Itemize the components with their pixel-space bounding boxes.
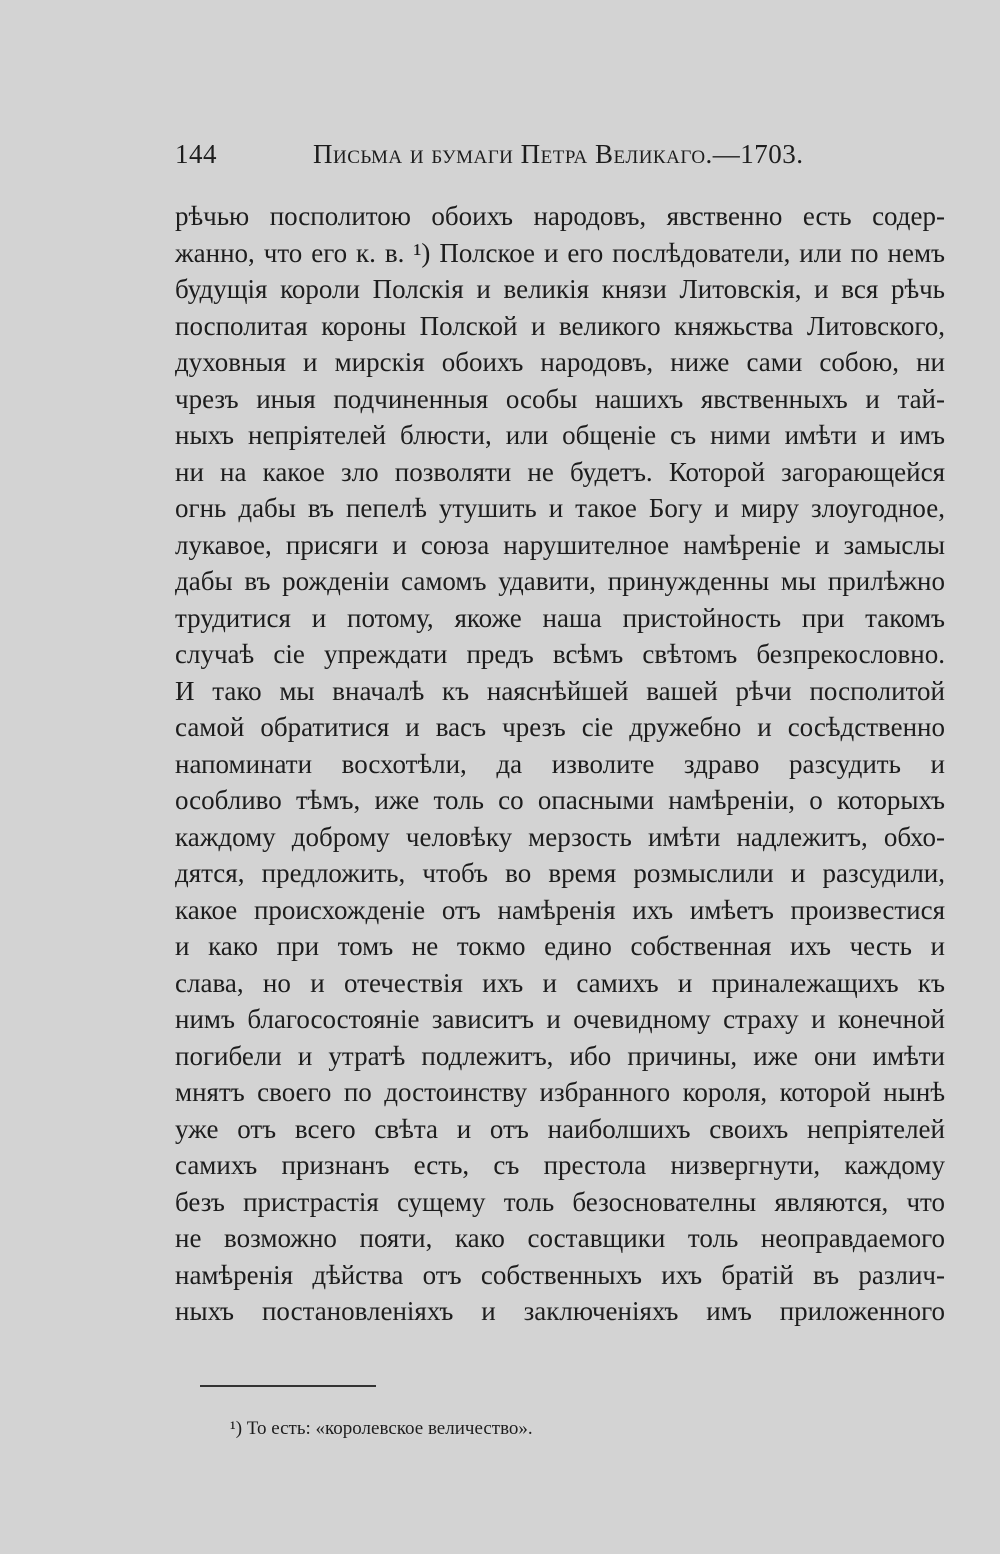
text-line: намѣренія дѣйства отъ собственныхъ ихъ братій въ различ- bbox=[175, 1259, 945, 1290]
text-line: дабы въ рожденіи самомъ удавити, принужденны мы прилѣжно bbox=[175, 566, 945, 596]
footnote: ¹) То есть: «королевское величество». bbox=[230, 1418, 533, 1439]
text-line: ныхъ постановленіяхъ и заключеніяхъ имъ приложенного bbox=[175, 1296, 945, 1326]
text-line: и како при томъ не токмо едино собственная ихъ честь и bbox=[175, 931, 945, 961]
text-line: лукавое, присяги и союза нарушителное намѣреніе и замыслы bbox=[175, 529, 945, 560]
text-line: рѣчью посполитою обоихъ народовъ, явственно есть содер- bbox=[175, 201, 945, 231]
text-line: напоминати восхотѣли, да изволите здраво разсудить и bbox=[175, 748, 945, 779]
text-line: не возможно пояти, како составщики толь неоправдаемого bbox=[175, 1223, 945, 1253]
text-line: каждому доброму человѣку мерзость имѣти надлежитъ, обхо- bbox=[175, 821, 945, 852]
text-line: чрезъ иныя подчиненныя особы нашихъ явственныхъ и тай- bbox=[175, 383, 945, 414]
text-line: безъ пристрастія сущему толь безоснователны являются, что bbox=[175, 1186, 945, 1217]
text-line: случаѣ сіе упреждати предъ всѣмъ свѣтомъ безпрекословно. bbox=[175, 639, 945, 669]
text-line: посполитая короны Полской и великого княжьства Литовского, bbox=[175, 310, 945, 341]
page-header bbox=[175, 139, 815, 179]
text-line: слава, но и отечествія ихъ и самихъ и приналежащихъ къ bbox=[175, 967, 945, 998]
text-line: И тако мы вначалѣ къ наяснѣйшей вашей рѣчи посполитой bbox=[175, 675, 945, 706]
text-line: мнятъ своего по достоинству избранного короля, которой нынѣ bbox=[175, 1077, 945, 1107]
footnote-divider bbox=[200, 1385, 376, 1387]
page-number: 144 bbox=[175, 139, 217, 169]
text-line: самой обратитися и васъ чрезъ сіе дружебно и сосѣдственно bbox=[175, 712, 945, 742]
text-line: огнь дабы въ пепелѣ утушить и такое Богу и миру злоугодное, bbox=[175, 493, 945, 523]
text-line: жанно, что его к. в. ¹) Полское и его послѣдователи, или по немъ bbox=[175, 237, 945, 268]
text-line: ныхъ непріятелей блюсти, или общеніе съ ними имѣти и имъ bbox=[175, 420, 945, 450]
text-line: какое происхожденіе отъ намѣренія ихъ имѣетъ произвестися bbox=[175, 894, 945, 925]
text-line: уже отъ всего свѣта и отъ наиболшихъ своихъ непріятелей bbox=[175, 1113, 945, 1144]
body-text bbox=[175, 198, 945, 1330]
text-line: нимъ благосостояніе зависитъ и очевидному страху и конечной bbox=[175, 1004, 945, 1034]
text-line: самихъ признанъ есть, съ престола низвергнути, каждому bbox=[175, 1150, 945, 1180]
running-title: Письма и бумаги Петра Великаго.—1703. bbox=[313, 139, 804, 169]
text-line: дятся, предложить, чтобъ во время розмыслили и разсудили, bbox=[175, 858, 945, 888]
text-line: духовныя и мирскія обоихъ народовъ, ниже сами собою, ни bbox=[175, 347, 945, 377]
text-line: трудитися и потому, якоже наша пристойность при такомъ bbox=[175, 602, 945, 633]
text-line: будущія короли Полскія и великія князи Литовскія, и вся рѣчь bbox=[175, 274, 945, 304]
text-line: погибели и утратѣ подлежитъ, ибо причины, иже они имѣти bbox=[175, 1040, 945, 1071]
text-line: ни на какое зло позволяти не будетъ. Которой загорающейся bbox=[175, 456, 945, 487]
text-line: особливо тѣмъ, иже толь со опасными намѣреніи, о которыхъ bbox=[175, 785, 945, 815]
